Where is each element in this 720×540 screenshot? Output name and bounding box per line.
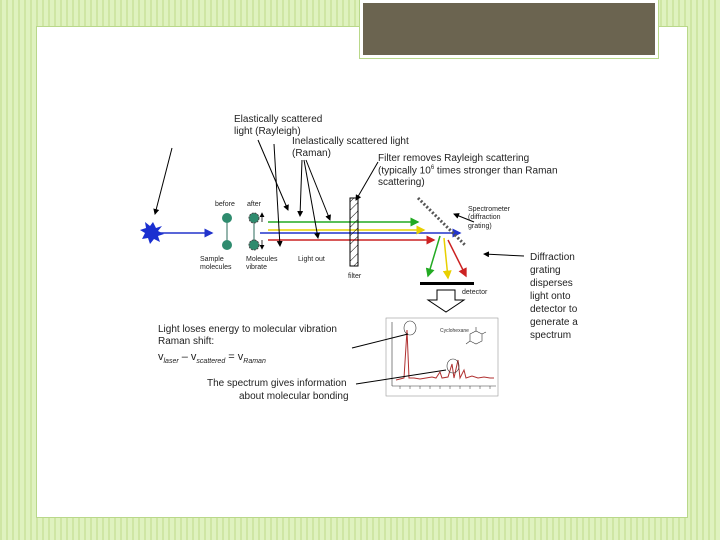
filter-pointer-arrow — [356, 162, 378, 200]
light-out-label: Light out — [298, 256, 325, 263]
spectrum-note-line1: The spectrum gives information — [207, 378, 347, 389]
filter-note-line1: Filter removes Rayleigh scattering — [378, 153, 530, 164]
dispersed-yellow — [444, 238, 448, 278]
energy-note-line1: Light loses energy to molecular vibration — [158, 324, 337, 335]
sample-molecules-label: Sample molecules — [200, 256, 232, 272]
elastic-pointer-arrow — [258, 140, 288, 210]
detector-label: detector — [462, 289, 488, 296]
dispersed-green — [428, 236, 440, 276]
spectrometer-label: Spectrometer (diffraction grating) — [468, 206, 511, 230]
after-label: after — [247, 201, 262, 208]
filter-plate — [350, 198, 358, 266]
filter-label: filter — [348, 273, 362, 280]
elastic-label-line2: light (Rayleigh) — [234, 126, 301, 137]
molecule-after — [249, 213, 262, 250]
elastic-label-line1: Elastically scattered — [234, 114, 323, 125]
spectrum-inset — [386, 318, 498, 396]
before-label: before — [215, 201, 235, 208]
molecule-before — [222, 213, 232, 250]
inelastic-label-line1: Inelastically scattered light — [292, 136, 409, 147]
diffraction-grating — [418, 198, 466, 246]
energy-note-line2: Raman shift: — [158, 336, 215, 347]
spectrum-note-line2: about molecular bonding — [239, 391, 349, 402]
inelastic-label-line2: (Raman) — [292, 148, 331, 159]
raman-shift-formula: $v_{laser} - v_{scattered} = v_{Raman}$ — [158, 351, 266, 366]
filter-note — [378, 153, 558, 189]
spectrum-note — [207, 377, 349, 403]
molecules-vibrate-label: Molecules vibrate — [246, 256, 278, 272]
energy-note — [158, 324, 337, 348]
filter-note-line2: (typically $10^6$ times stronger than Raman — [378, 165, 558, 177]
laser-pointer-arrow — [155, 148, 172, 214]
elastic-label — [234, 114, 322, 138]
output-down-arrow — [428, 290, 464, 312]
diffraction-pointer-arrow — [484, 254, 524, 256]
detector-bar — [420, 282, 474, 285]
diffraction-note: Diffraction grating disperses light onto detector to generate a spectrum — [530, 252, 578, 341]
filter-note-line3: scattering) — [378, 177, 425, 189]
inelastic-pointer-arrow-1 — [300, 160, 302, 216]
spectrum-inset-title: Cyclohexane — [440, 328, 469, 334]
